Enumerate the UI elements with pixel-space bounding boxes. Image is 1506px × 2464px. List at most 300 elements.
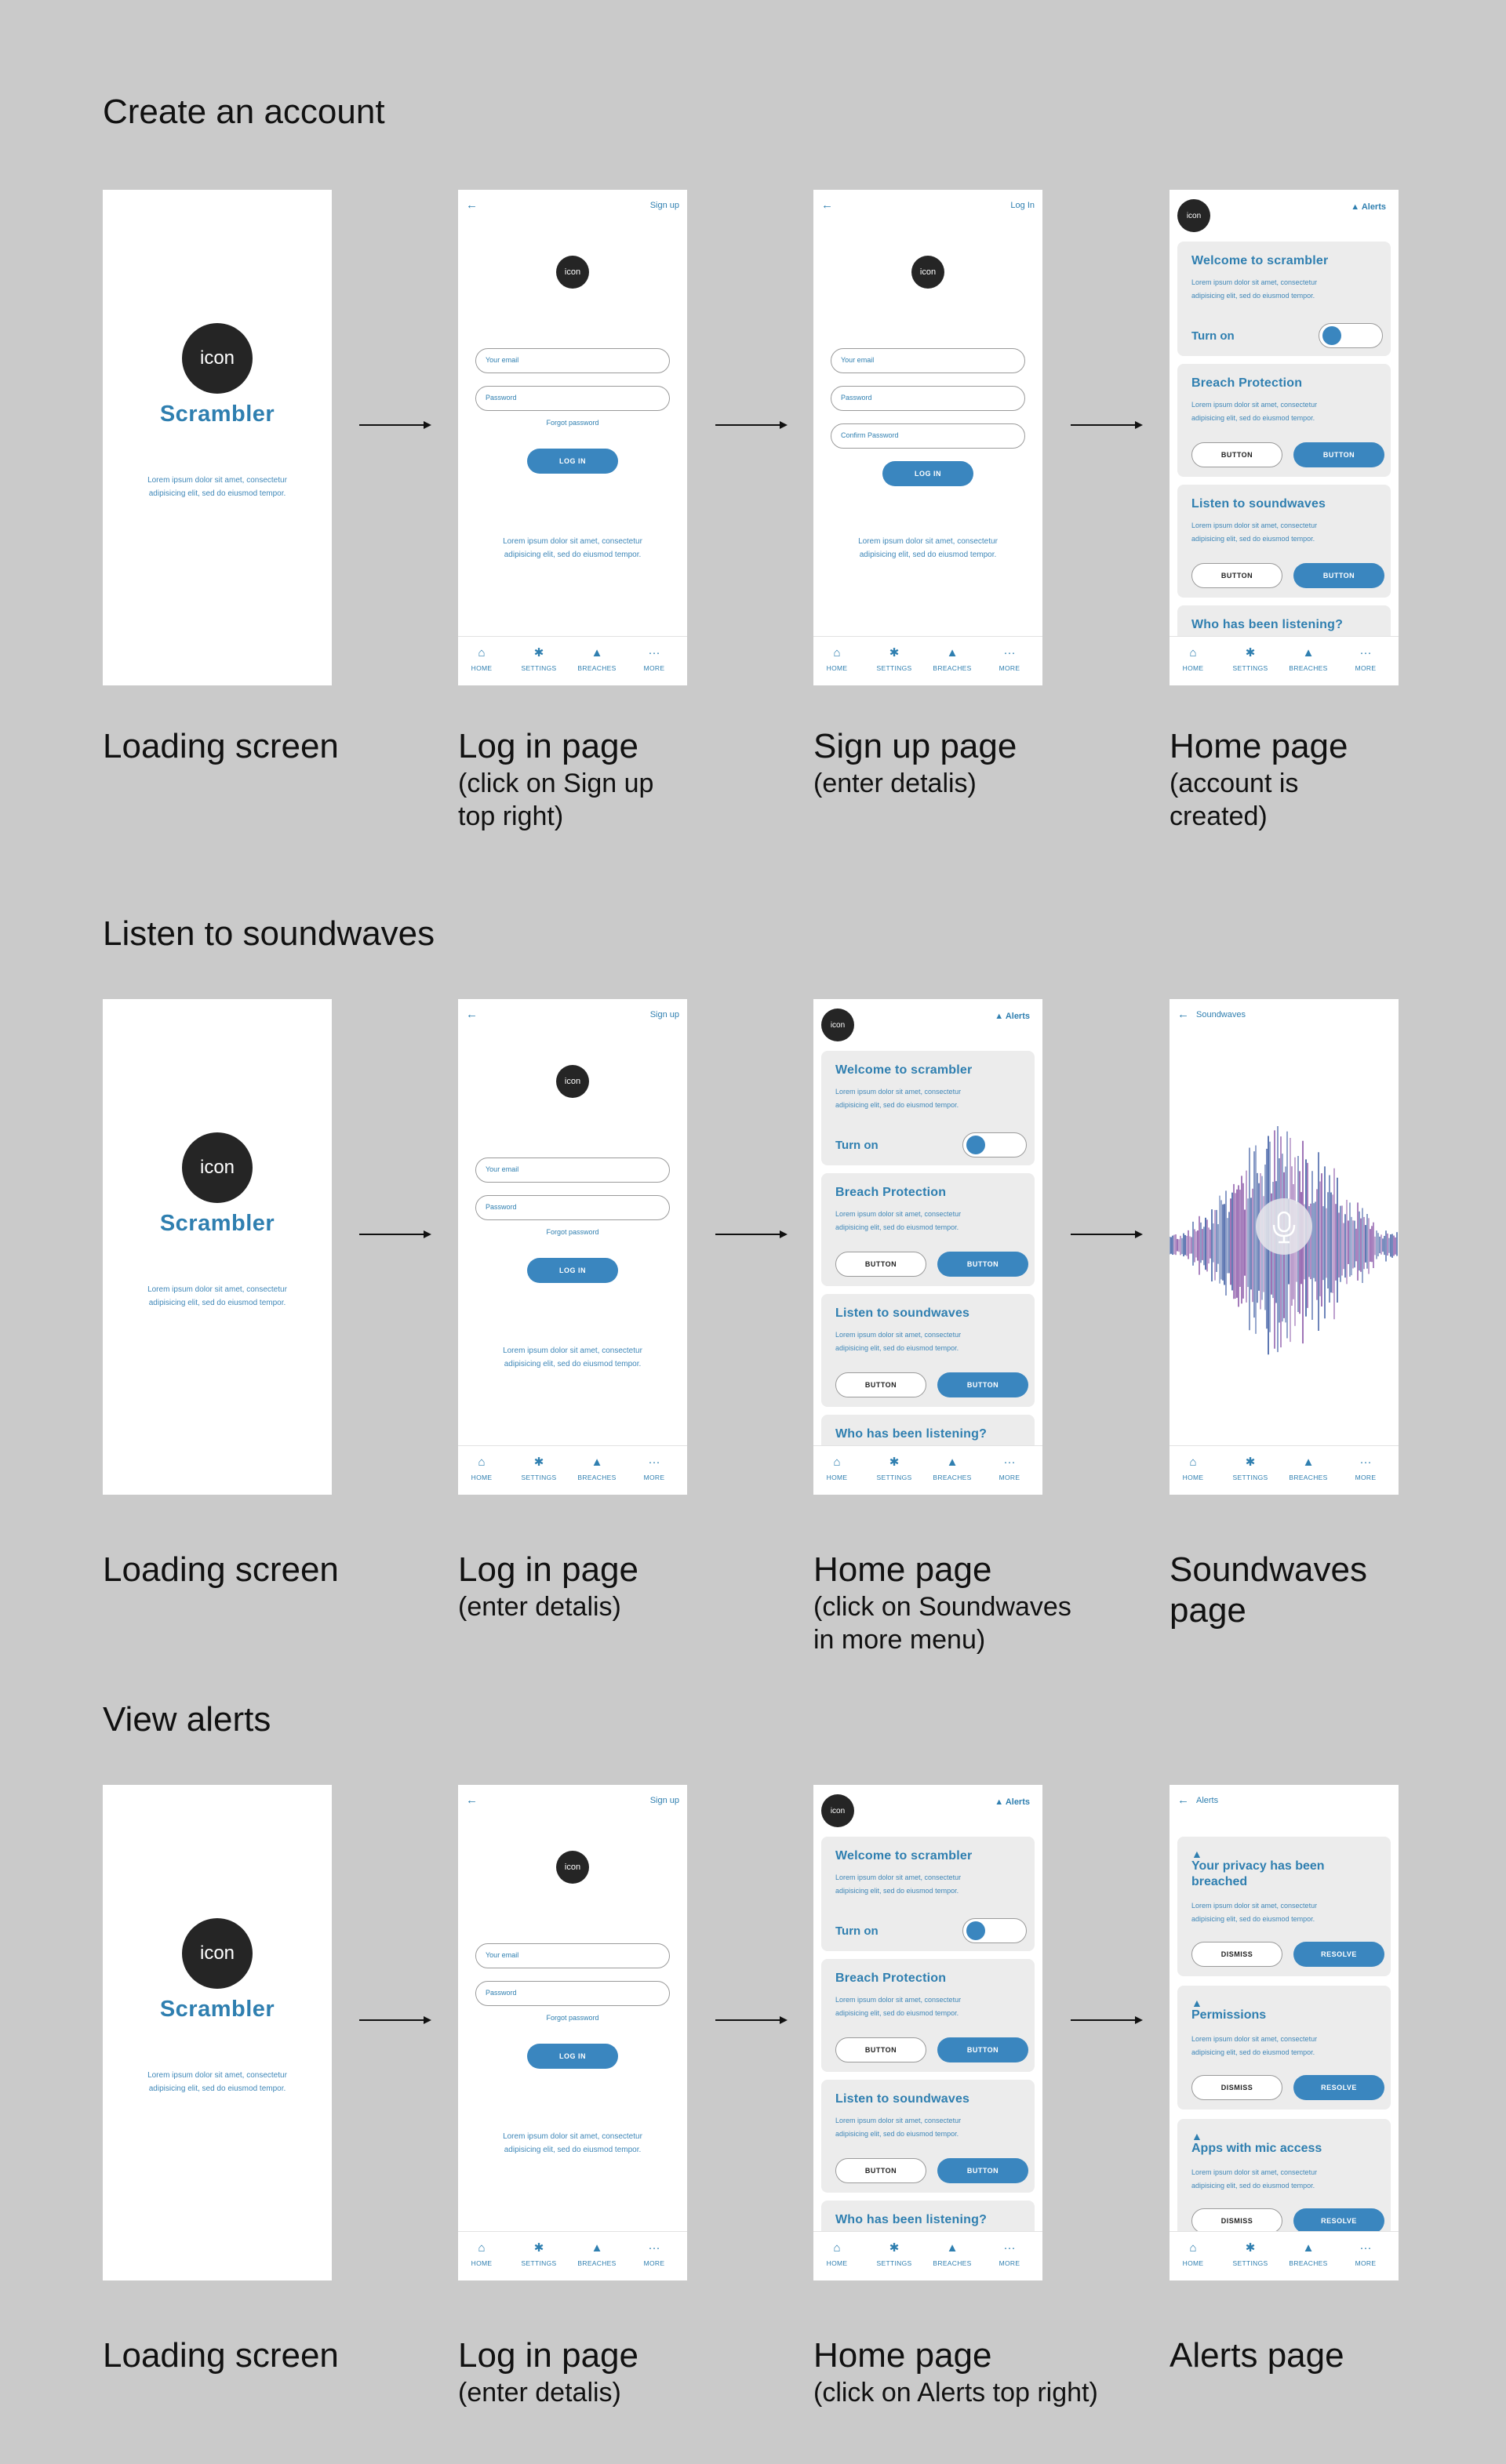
gear-icon: ✱	[533, 1456, 544, 1469]
nav-item-home[interactable]	[458, 2241, 505, 2267]
secondary-button[interactable]: BUTTON	[835, 2158, 926, 2183]
caption-note: (enter detalis)	[458, 2378, 621, 2408]
bottom-nav	[458, 1445, 687, 1495]
nav-label: BREACHES	[577, 664, 617, 672]
card-text: Lorem ipsum dolor sit amet, consectetur adipisicing elit, sed do eiusmod tempor.	[835, 1331, 962, 1352]
breach-protection-card	[821, 1173, 1035, 1286]
caption-title: Log in page	[458, 2336, 638, 2375]
app-name: Scrambler	[159, 402, 275, 427]
turn-on-label: Turn on	[835, 1924, 878, 1938]
nav-item-home[interactable]	[813, 646, 860, 672]
nav-item-more[interactable]	[631, 2241, 678, 2267]
resolve-button[interactable]: RESOLVE	[1293, 1942, 1384, 1967]
password-field[interactable]: Password	[475, 1981, 670, 2006]
breach-protection-card	[821, 1959, 1035, 2072]
back-arrow-icon[interactable]: ←	[466, 198, 478, 212]
nav-label: HOME	[471, 664, 493, 672]
home-screen	[813, 999, 1042, 1495]
flow-arrow	[1071, 2012, 1143, 2028]
alert-card	[1177, 2119, 1391, 2237]
nav-label: SETTINGS	[876, 2259, 912, 2267]
bottom-nav	[1170, 2231, 1399, 2280]
nav-label: SETTINGS	[1232, 1474, 1268, 1481]
page-title: Soundwaves	[1196, 1010, 1246, 1019]
warning-icon: ▲	[1191, 2130, 1202, 2142]
nav-label: BREACHES	[577, 2259, 617, 2267]
primary-button[interactable]: BUTTON	[937, 1372, 1028, 1397]
app-name: Scrambler	[159, 1211, 275, 1236]
nav-label: SETTINGS	[521, 2259, 557, 2267]
card-title: Who has been listening?	[835, 1427, 988, 1441]
alerts-link[interactable]: ▲ Alerts	[995, 1797, 1030, 1807]
card-text: Lorem ipsum dolor sit amet, consectetur adipisicing elit, sed do eiusmod tempor.	[835, 1873, 962, 1895]
email-field[interactable]: Your email	[831, 348, 1025, 373]
loading-screen	[103, 190, 332, 685]
sign-up-link[interactable]: Sign up	[649, 1796, 679, 1805]
warning-icon: ▲	[946, 1456, 959, 1469]
forgot-password-link[interactable]: Forgot password	[546, 2014, 599, 2022]
warning-icon: ▲	[591, 2241, 603, 2255]
more-icon: ···	[648, 2241, 660, 2255]
secondary-button[interactable]: BUTTON	[1191, 563, 1282, 588]
home-icon: ⌂	[1189, 1456, 1197, 1469]
alert-text: Lorem ipsum dolor sit amet, consectetur adipisicing elit, sed do eiusmod tempor.	[1191, 1902, 1318, 1923]
secondary-button[interactable]: BUTTON	[1191, 442, 1282, 467]
avatar[interactable]: icon	[821, 1794, 854, 1827]
nav-label: SETTINGS	[1232, 2259, 1268, 2267]
nav-label: MORE	[643, 664, 665, 672]
screen-caption	[458, 726, 756, 833]
primary-button[interactable]: BUTTON	[1293, 442, 1384, 467]
section-title-create-account: Create an account	[103, 93, 385, 131]
log-in-link[interactable]: Log In	[1010, 201, 1035, 210]
primary-button[interactable]: BUTTON	[1293, 563, 1384, 588]
more-icon: ···	[648, 1456, 660, 1469]
top-bar	[458, 1785, 687, 1816]
login-button[interactable]: LOG IN	[527, 1258, 618, 1283]
gear-icon: ✱	[533, 2241, 544, 2255]
flow-arrow	[715, 417, 788, 433]
bottom-nav	[813, 636, 1042, 685]
primary-button[interactable]: BUTTON	[937, 2158, 1028, 2183]
caption-title: Loading screen	[103, 1550, 339, 1589]
sign-up-link[interactable]: Sign up	[649, 1010, 679, 1019]
flow-arrow	[1071, 417, 1143, 433]
email-field[interactable]: Your email	[475, 348, 670, 373]
app-icon: icon	[556, 1851, 589, 1884]
caption-note: (enter detalis)	[458, 1592, 621, 1622]
bottom-nav	[813, 1445, 1042, 1495]
nav-item-breaches[interactable]	[1285, 1456, 1332, 1481]
nav-item-more[interactable]	[1342, 646, 1389, 672]
alert-title: Your privacy has been breached	[1191, 1859, 1325, 1888]
card-title: Breach Protection	[1191, 376, 1303, 390]
listen-soundwaves-card[interactable]	[821, 1294, 1035, 1407]
screen-caption	[458, 2335, 756, 2409]
nav-label: HOME	[1182, 1474, 1204, 1481]
flow-arrow	[715, 2012, 788, 2028]
nav-label: BREACHES	[933, 1474, 972, 1481]
app-icon: icon	[182, 323, 253, 394]
email-field[interactable]: Your email	[475, 1157, 670, 1183]
description-text: Lorem ipsum dolor sit amet, consectetur adipisicing elit, sed do eiusmod tempor.	[503, 1346, 642, 1368]
signup-screen	[813, 190, 1042, 685]
nav-label: BREACHES	[933, 2259, 972, 2267]
turn-on-toggle[interactable]	[1319, 323, 1383, 348]
alert-title: Apps with mic access	[1191, 2142, 1322, 2155]
nav-item-more[interactable]	[1342, 2241, 1389, 2267]
screen-caption	[103, 726, 401, 767]
soundwaves-screen	[1170, 999, 1399, 1495]
card-text: Lorem ipsum dolor sit amet, consectetur adipisicing elit, sed do eiusmod tempor.	[835, 1996, 962, 2017]
nav-label: SETTINGS	[521, 1474, 557, 1481]
description-text: Lorem ipsum dolor sit amet, consectetur adipisicing elit, sed do eiusmod tempor.	[147, 476, 287, 498]
warning-icon: ▲	[1302, 646, 1315, 660]
top-bar	[458, 190, 687, 221]
nav-item-settings[interactable]	[1227, 1456, 1274, 1481]
flow-row-listen-soundwaves	[0, 999, 1506, 1496]
home-icon: ⌂	[478, 2241, 486, 2255]
card-text: Lorem ipsum dolor sit amet, consectetur adipisicing elit, sed do eiusmod tempor.	[835, 2117, 962, 2138]
password-field[interactable]: Password	[831, 386, 1025, 411]
more-icon: ···	[1003, 2241, 1016, 2255]
home-screen	[1170, 190, 1399, 685]
dismiss-button[interactable]: DISMISS	[1191, 2208, 1282, 2233]
primary-button[interactable]: BUTTON	[937, 1252, 1028, 1277]
card-text: Lorem ipsum dolor sit amet, consectetur adipisicing elit, sed do eiusmod tempor.	[835, 1088, 962, 1109]
screen-caption	[813, 2335, 1111, 2409]
caption-title: Alerts page	[1170, 2336, 1344, 2375]
screen-caption	[1170, 2335, 1468, 2376]
app-icon: icon	[911, 256, 944, 289]
home-icon: ⌂	[1189, 646, 1197, 660]
bottom-nav	[813, 2231, 1042, 2280]
nav-label: HOME	[1182, 664, 1204, 672]
nav-item-breaches[interactable]	[929, 646, 976, 672]
confirm-password-field[interactable]: Confirm Password	[831, 423, 1025, 449]
warning-icon: ▲	[946, 2241, 959, 2255]
home-icon: ⌂	[833, 646, 841, 660]
description-text: Lorem ipsum dolor sit amet, consectetur adipisicing elit, sed do eiusmod tempor.	[503, 537, 642, 559]
nav-item-home[interactable]	[458, 646, 505, 672]
toggle-knob	[966, 1921, 985, 1940]
gear-icon: ✱	[1245, 2241, 1256, 2255]
nav-label: MORE	[1355, 664, 1377, 672]
nav-label: SETTINGS	[876, 1474, 912, 1481]
screen-caption	[103, 2335, 401, 2376]
more-icon: ···	[1003, 646, 1016, 660]
nav-label: MORE	[643, 2259, 665, 2267]
flow-row-view-alerts	[0, 1785, 1506, 2282]
password-field[interactable]: Password	[475, 1195, 670, 1220]
nav-label: HOME	[471, 2259, 493, 2267]
avatar[interactable]: icon	[1177, 199, 1210, 232]
microphone-icon[interactable]	[1256, 1198, 1312, 1255]
login-button[interactable]: LOG IN	[527, 449, 618, 474]
screen-caption	[813, 726, 1111, 800]
bottom-nav	[458, 2231, 687, 2280]
nav-item-settings[interactable]	[871, 646, 918, 672]
home-icon: ⌂	[833, 2241, 841, 2255]
caption-note: (enter detalis)	[813, 769, 977, 798]
back-arrow-icon[interactable]: ←	[1177, 1008, 1189, 1021]
nav-label: HOME	[1182, 2259, 1204, 2267]
resolve-button[interactable]: RESOLVE	[1293, 2208, 1384, 2233]
nav-label: HOME	[826, 2259, 848, 2267]
card-title: Welcome to scrambler	[1191, 254, 1329, 267]
listen-soundwaves-card[interactable]	[1177, 485, 1391, 598]
home-screen	[813, 1785, 1042, 2280]
home-icon: ⌂	[478, 646, 486, 660]
card-title: Who has been listening?	[1191, 618, 1344, 631]
caption-title: Log in page	[458, 727, 638, 765]
nav-label: BREACHES	[1289, 2259, 1328, 2267]
nav-item-settings[interactable]	[515, 2241, 562, 2267]
app-name: Scrambler	[159, 1997, 275, 2022]
flow-arrow	[715, 1227, 788, 1242]
alert-text: Lorem ipsum dolor sit amet, consectetur adipisicing elit, sed do eiusmod tempor.	[1191, 2035, 1318, 2056]
nav-item-more[interactable]	[1342, 1456, 1389, 1481]
screen-caption	[458, 1550, 756, 1623]
flow-arrow	[359, 1227, 431, 1242]
caption-note: (click on Soundwaves in more menu)	[813, 1592, 1071, 1655]
listen-soundwaves-card[interactable]	[821, 2080, 1035, 2193]
section-title-listen-soundwaves: Listen to soundwaves	[103, 914, 435, 953]
alerts-link[interactable]: ▲ Alerts	[995, 1012, 1030, 1021]
card-title: Who has been listening?	[835, 2213, 988, 2226]
caption-title: Soundwaves page	[1170, 1550, 1367, 1630]
nav-item-settings[interactable]	[871, 1456, 918, 1481]
secondary-button[interactable]: BUTTON	[835, 1252, 926, 1277]
alert-title: Permissions	[1191, 2008, 1267, 2022]
warning-icon: ▲	[1191, 1997, 1202, 2009]
back-arrow-icon[interactable]: ←	[466, 1008, 478, 1021]
nav-label: MORE	[643, 1474, 665, 1481]
warning-icon: ▲	[591, 646, 603, 660]
warning-icon: ▲	[1302, 1456, 1315, 1469]
flow-arrow	[359, 2012, 431, 2028]
caption-title: Home page	[1170, 727, 1348, 765]
nav-item-home[interactable]	[1170, 646, 1217, 672]
welcome-card	[821, 1051, 1035, 1165]
nav-item-breaches[interactable]	[573, 1456, 620, 1481]
gear-icon: ✱	[889, 646, 900, 660]
page-title: Alerts	[1196, 1796, 1219, 1805]
password-field[interactable]: Password	[475, 386, 670, 411]
primary-button[interactable]: BUTTON	[937, 2037, 1028, 2062]
login-button[interactable]: LOG IN	[527, 2044, 618, 2069]
email-field[interactable]: Your email	[475, 1943, 670, 1968]
gear-icon: ✱	[533, 646, 544, 660]
more-icon: ···	[1003, 1456, 1016, 1469]
card-title: Listen to soundwaves	[1191, 497, 1326, 511]
caption-title: Loading screen	[103, 2336, 339, 2375]
nav-label: BREACHES	[577, 1474, 617, 1481]
nav-item-more[interactable]	[986, 2241, 1033, 2267]
flow-arrow	[1071, 1227, 1143, 1242]
app-icon: icon	[182, 1132, 253, 1203]
screen-caption	[1170, 726, 1468, 833]
card-text: Lorem ipsum dolor sit amet, consectetur adipisicing elit, sed do eiusmod tempor.	[1191, 401, 1318, 422]
card-title: Listen to soundwaves	[835, 1307, 970, 1320]
gear-icon: ✱	[1245, 646, 1256, 660]
nav-label: BREACHES	[1289, 1474, 1328, 1481]
nav-item-more[interactable]	[631, 1456, 678, 1481]
turn-on-toggle[interactable]	[962, 1918, 1027, 1943]
more-icon: ···	[1359, 2241, 1372, 2255]
description-text: Lorem ipsum dolor sit amet, consectetur adipisicing elit, sed do eiusmod tempor.	[858, 537, 998, 559]
secondary-button[interactable]: BUTTON	[835, 1372, 926, 1397]
alerts-link[interactable]: ▲ Alerts	[1351, 202, 1386, 212]
home-icon: ⌂	[478, 1456, 486, 1469]
turn-on-label: Turn on	[1191, 329, 1235, 343]
nav-label: SETTINGS	[876, 664, 912, 672]
warning-icon: ▲	[1191, 1848, 1202, 1860]
card-title: Breach Protection	[835, 1972, 947, 1985]
gear-icon: ✱	[889, 2241, 900, 2255]
home-icon: ⌂	[1189, 2241, 1197, 2255]
back-arrow-icon[interactable]: ←	[1177, 1793, 1189, 1807]
top-bar	[1170, 1785, 1399, 1816]
alert-card	[1177, 1986, 1391, 2110]
avatar[interactable]: icon	[821, 1008, 854, 1041]
toggle-knob	[966, 1136, 985, 1154]
secondary-button[interactable]: BUTTON	[835, 2037, 926, 2062]
warning-icon: ▲	[1302, 2241, 1315, 2255]
back-arrow-icon[interactable]: ←	[466, 1793, 478, 1807]
caption-title: Sign up page	[813, 727, 1017, 765]
top-bar	[813, 190, 1042, 221]
nav-label: MORE	[999, 664, 1020, 672]
nav-label: HOME	[826, 1474, 848, 1481]
top-bar	[458, 999, 687, 1030]
section-title-view-alerts: View alerts	[103, 1700, 271, 1739]
alerts-screen	[1170, 1785, 1399, 2280]
forgot-password-link[interactable]: Forgot password	[546, 1228, 599, 1236]
login-screen	[458, 1785, 687, 2280]
nav-item-home[interactable]	[813, 2241, 860, 2267]
nav-label: SETTINGS	[1232, 664, 1268, 672]
more-icon: ···	[1359, 1456, 1372, 1469]
flow-row-create-account	[0, 190, 1506, 687]
login-screen	[458, 190, 687, 685]
gear-icon: ✱	[889, 1456, 900, 1469]
resolve-button[interactable]: RESOLVE	[1293, 2075, 1384, 2100]
nav-label: SETTINGS	[521, 664, 557, 672]
breach-protection-card	[1177, 364, 1391, 477]
screen-caption	[1170, 1550, 1468, 1631]
caption-note: (click on Sign up top right)	[458, 769, 654, 831]
more-icon: ···	[648, 646, 660, 660]
forgot-password-link[interactable]: Forgot password	[546, 419, 599, 427]
screen-caption	[813, 1550, 1111, 1656]
card-text: Lorem ipsum dolor sit amet, consectetur adipisicing elit, sed do eiusmod tempor.	[835, 1210, 962, 1231]
nav-item-home[interactable]	[1170, 1456, 1217, 1481]
alert-text: Lorem ipsum dolor sit amet, consectetur adipisicing elit, sed do eiusmod tempor.	[1191, 2168, 1318, 2190]
back-arrow-icon[interactable]: ←	[821, 198, 833, 212]
nav-item-breaches[interactable]	[929, 2241, 976, 2267]
nav-item-settings[interactable]	[1227, 2241, 1274, 2267]
card-title: Welcome to scrambler	[835, 1063, 973, 1077]
nav-item-settings[interactable]	[515, 1456, 562, 1481]
warning-icon: ▲	[946, 646, 959, 660]
card-title: Listen to soundwaves	[835, 2092, 970, 2106]
turn-on-label: Turn on	[835, 1139, 878, 1152]
welcome-card	[821, 1837, 1035, 1951]
nav-item-home[interactable]	[458, 1456, 505, 1481]
nav-label: BREACHES	[933, 664, 972, 672]
caption-title: Home page	[813, 1550, 992, 1589]
nav-label: MORE	[1355, 2259, 1377, 2267]
description-text: Lorem ipsum dolor sit amet, consectetur adipisicing elit, sed do eiusmod tempor.	[147, 2071, 287, 2093]
screen-caption	[103, 1550, 401, 1590]
card-title: Breach Protection	[835, 1186, 947, 1199]
turn-on-toggle[interactable]	[962, 1132, 1027, 1157]
bottom-nav	[1170, 1445, 1399, 1495]
nav-item-breaches[interactable]	[573, 2241, 620, 2267]
app-icon: icon	[556, 256, 589, 289]
nav-item-settings[interactable]	[1227, 646, 1274, 672]
flow-arrow	[359, 417, 431, 433]
nav-item-more[interactable]	[986, 646, 1033, 672]
card-text: Lorem ipsum dolor sit amet, consectetur adipisicing elit, sed do eiusmod tempor.	[1191, 278, 1318, 300]
description-text: Lorem ipsum dolor sit amet, consectetur adipisicing elit, sed do eiusmod tempor.	[503, 2132, 642, 2154]
alert-card	[1177, 1837, 1391, 1976]
caption-note: (click on Alerts top right)	[813, 2378, 1098, 2408]
sign-up-link[interactable]: Sign up	[649, 201, 679, 210]
nav-label: HOME	[826, 664, 848, 672]
nav-item-more[interactable]	[631, 646, 678, 672]
nav-item-settings[interactable]	[515, 646, 562, 672]
login-screen	[458, 999, 687, 1495]
bottom-nav	[458, 636, 687, 685]
login-button[interactable]: LOG IN	[882, 461, 973, 486]
loading-screen	[103, 999, 332, 1495]
dismiss-button[interactable]: DISMISS	[1191, 2075, 1282, 2100]
nav-label: BREACHES	[1289, 664, 1328, 672]
nav-item-breaches[interactable]	[1285, 2241, 1332, 2267]
nav-label: HOME	[471, 1474, 493, 1481]
welcome-card	[1177, 242, 1391, 356]
nav-item-breaches[interactable]	[1285, 646, 1332, 672]
nav-item-home[interactable]	[813, 1456, 860, 1481]
card-title: Welcome to scrambler	[835, 1849, 973, 1863]
nav-label: MORE	[1355, 1474, 1377, 1481]
nav-item-settings[interactable]	[871, 2241, 918, 2267]
gear-icon: ✱	[1245, 1456, 1256, 1469]
dismiss-button[interactable]: DISMISS	[1191, 1942, 1282, 1967]
caption-title: Home page	[813, 2336, 992, 2375]
top-bar	[1170, 999, 1399, 1030]
home-icon: ⌂	[833, 1456, 841, 1469]
app-icon: icon	[556, 1065, 589, 1098]
nav-item-more[interactable]	[986, 1456, 1033, 1481]
nav-label: MORE	[999, 1474, 1020, 1481]
caption-title: Loading screen	[103, 727, 339, 765]
nav-item-breaches[interactable]	[929, 1456, 976, 1481]
loading-screen	[103, 1785, 332, 2280]
app-icon: icon	[182, 1918, 253, 1989]
nav-item-home[interactable]	[1170, 2241, 1217, 2267]
warning-icon: ▲	[591, 1456, 603, 1469]
more-icon: ···	[1359, 646, 1372, 660]
bottom-nav	[1170, 636, 1399, 685]
nav-item-breaches[interactable]	[573, 646, 620, 672]
caption-note: (account is created)	[1170, 769, 1299, 831]
description-text: Lorem ipsum dolor sit amet, consectetur adipisicing elit, sed do eiusmod tempor.	[147, 1285, 287, 1307]
nav-label: MORE	[999, 2259, 1020, 2267]
caption-title: Log in page	[458, 1550, 638, 1589]
